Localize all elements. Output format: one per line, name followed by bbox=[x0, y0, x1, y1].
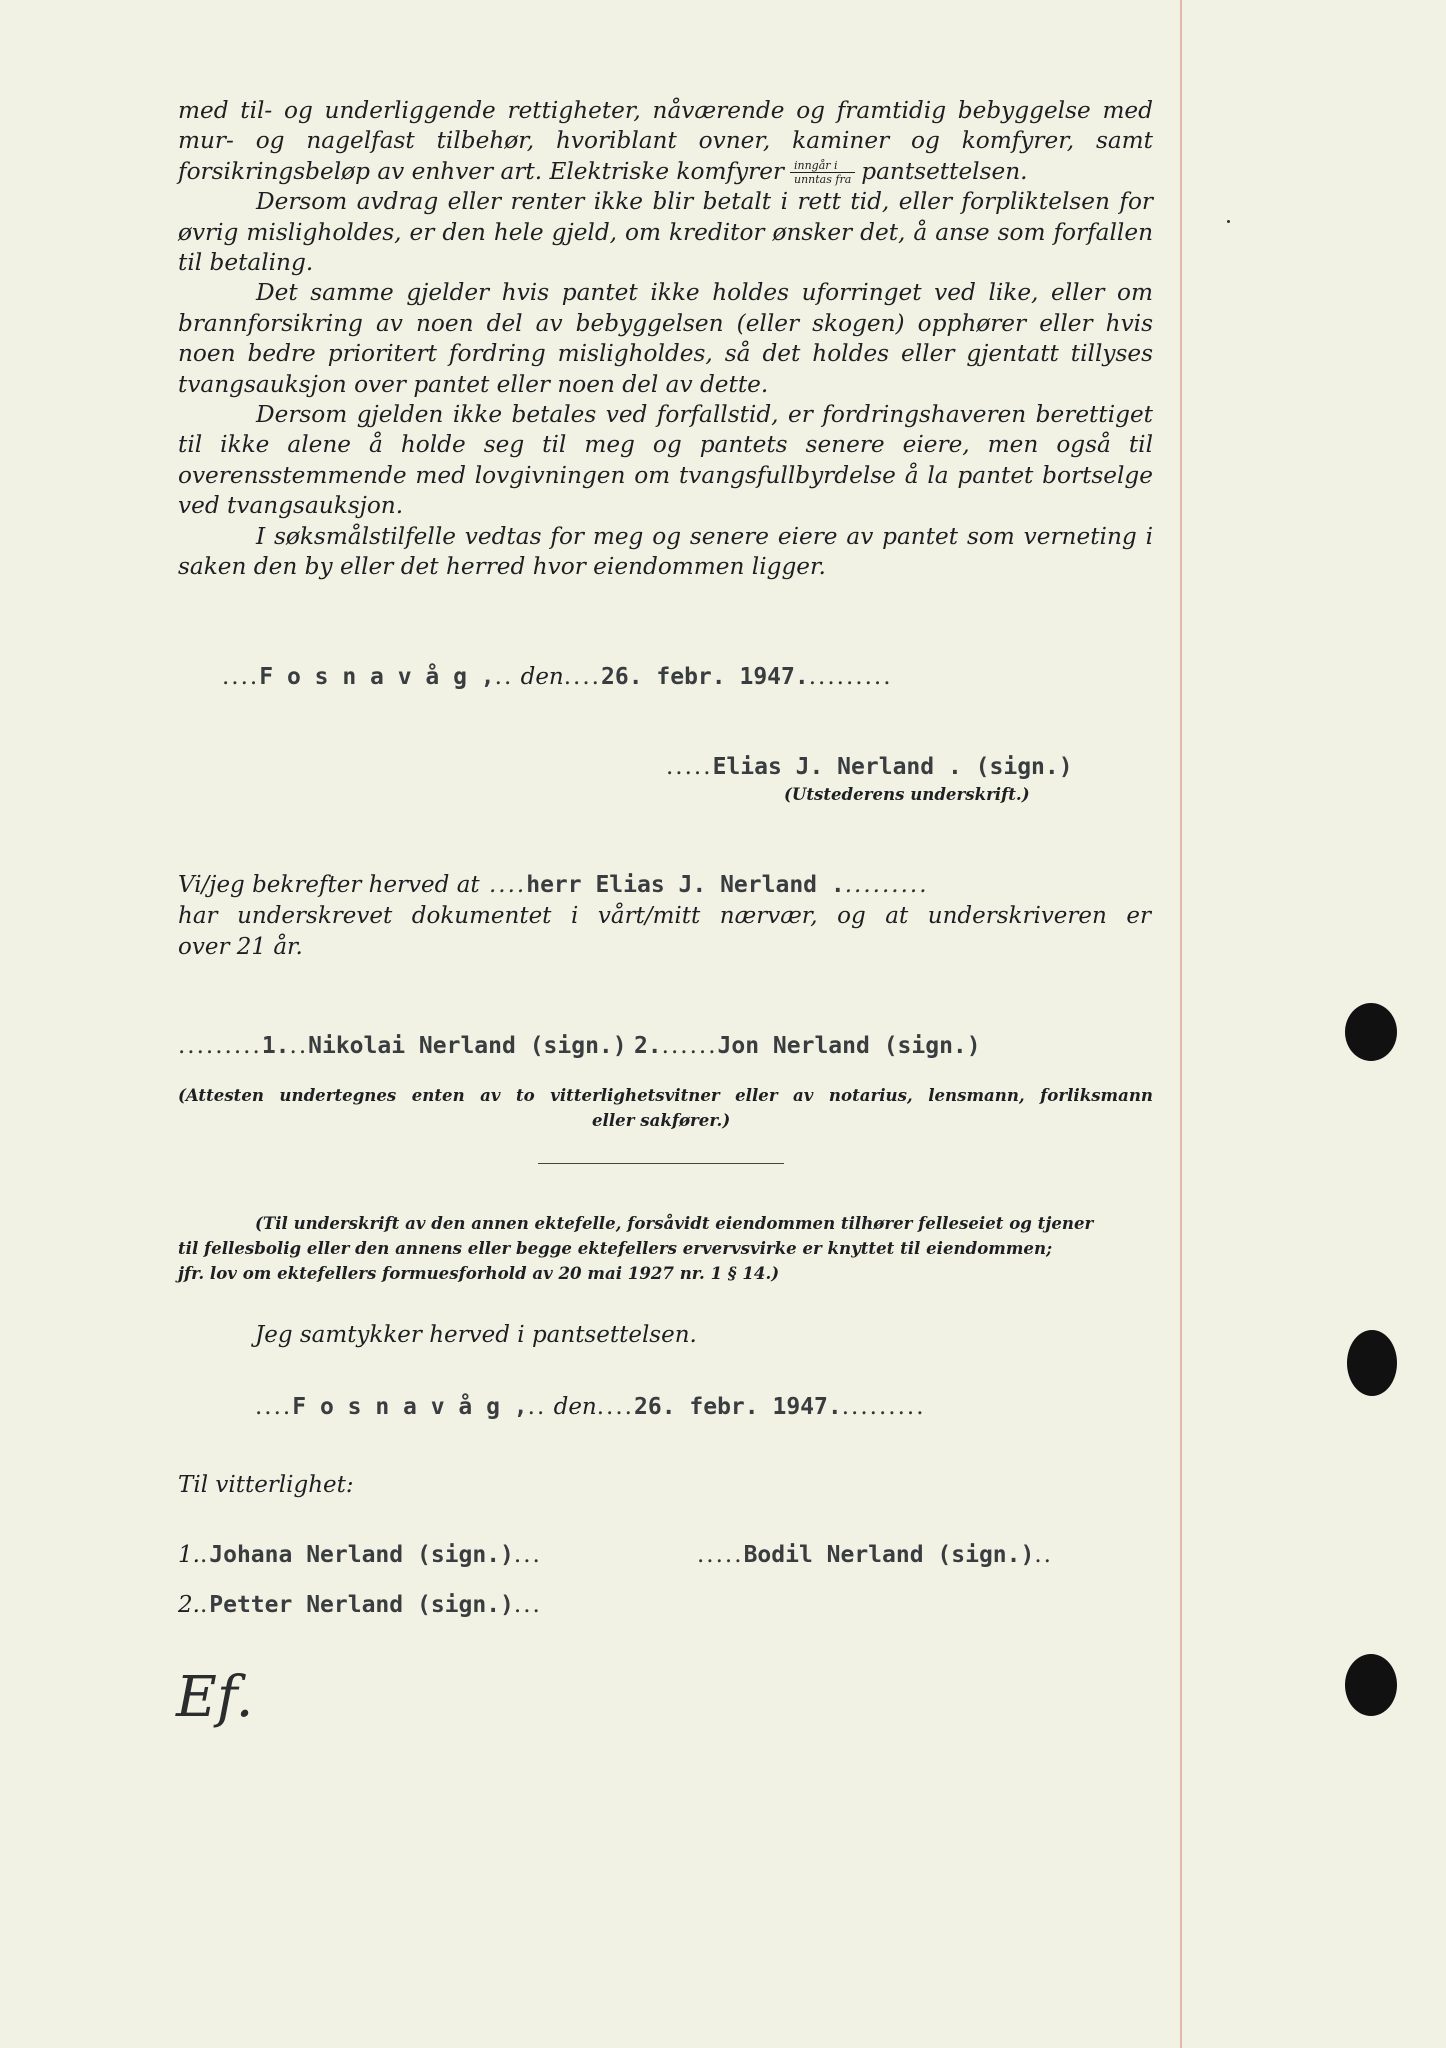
witness-1-signature: Nikolai Nerland (sign.) bbox=[308, 1033, 627, 1059]
pledge-terms-text bbox=[178, 96, 1153, 583]
place-date-line-1: ....F o s n a v å g ,.. den....26. febr. 1947.......... bbox=[222, 664, 893, 690]
place-name-2: F o s n a v å g , bbox=[292, 1394, 528, 1420]
punch-hole-middle bbox=[1345, 1003, 1397, 1061]
issuer-signature-caption: (Utstederens underskrift.) bbox=[784, 784, 1030, 804]
fraction-choice: $\frac{\text{inngår i}}{\text{unntas fra}}$ bbox=[790, 159, 855, 186]
paragraph-enforcement: Dersom gjelden ikke betales ved forfallstid, er fordringshaveren berettiget til ikke alene å holde seg til meg og pantets senere eiere, men også til overensstemmende med lovgivningen om tvangsfullbyrdelse å la pantet bortselge ved tvangsauksjon. bbox=[178, 401, 1153, 520]
issuer-signature-line: .....Elias J. Nerland . (sign.) bbox=[666, 754, 1073, 780]
confirm-line-3: over 21 år. bbox=[178, 934, 303, 960]
date-value-2: 26. febr. 1947. bbox=[634, 1394, 842, 1420]
confirmed-name: herr Elias J. Nerland . bbox=[526, 872, 845, 898]
paragraph-maintenance: Det samme gjelder hvis pantet ikke holdes uforringet ved like, eller om brannforsikring av noen del av bebyggelsen (eller skogen) opphører eller hvis noen bedre prioritert fordring misligholdes, så det holdes eller gjentatt tillyses tvangsauksjon over pantet eller noen del av dette. bbox=[178, 279, 1153, 398]
punch-hole-bottom bbox=[1345, 1654, 1397, 1716]
issuer-signature: Elias J. Nerland . (sign.) bbox=[712, 754, 1073, 780]
confirm-line-2: har underskrevet dokumentet i vårt/mitt nærvær, og at underskriveren er bbox=[178, 903, 1151, 929]
paragraph-property-rights: med til- og underliggende rettigheter, nåværende og framtidig bebyggelse med mur- og nagelfast tilbehør, hvoriblant ovner, kaminer og komfyrer, samt forsikringsbeløp av enhver art. Elektriske komfyrer $\frac{\text{inngår i}}{\text{unntas fra}}$ pantsettelsen. bbox=[178, 97, 1153, 187]
punch-hole-top bbox=[1347, 1330, 1397, 1396]
date-value: 26. febr. 1947. bbox=[601, 664, 809, 690]
spouse-note-line-1: (Til underskrift av den annen ektefelle, forsåvidt eiendommen tilhører felleseiet og tjener bbox=[255, 1213, 1094, 1233]
witness-row-1: 1..Johana Nerland (sign.)... bbox=[178, 1542, 542, 1568]
confirm-line-1: Vi/jeg bekrefter herved at ....herr Elias J. Nerland .......... bbox=[178, 872, 929, 898]
witness-johana-signature: Johana Nerland (sign.) bbox=[209, 1542, 514, 1568]
handwritten-initials: Ef. bbox=[176, 1665, 254, 1730]
witness-petter-signature: Petter Nerland (sign.) bbox=[209, 1592, 514, 1618]
paragraph-default: Dersom avdrag eller renter ikke blir betalt i rett tid, eller forpliktelsen for øvrig misligholdes, er den hele gjeld, om kreditor ønsker det, å anse som forfallen til betaling. bbox=[178, 188, 1153, 277]
witness-row-2: 2..Petter Nerland (sign.)... bbox=[178, 1592, 542, 1618]
witness-2-signature: Jon Nerland (sign.) bbox=[717, 1033, 981, 1059]
spouse-note-line-3: jfr. lov om ektefellers formuesforhold av 20 mai 1927 nr. 1 § 14.) bbox=[178, 1263, 780, 1283]
spouse-note-line-2: til fellesbolig eller den annens eller begge ektefellers ervervsvirke er knyttet til eiendommen; bbox=[178, 1238, 1053, 1258]
speck-mark bbox=[1227, 220, 1230, 223]
section-divider bbox=[538, 1163, 784, 1164]
place-name: F o s n a v å g , bbox=[259, 664, 495, 690]
witness-heading: Til vitterlighet: bbox=[178, 1472, 354, 1498]
attestation-note-line-2: eller sakfører.) bbox=[592, 1110, 731, 1130]
margin-rule bbox=[1180, 0, 1182, 2048]
witness-bodil-signature: Bodil Nerland (sign.) bbox=[743, 1542, 1035, 1568]
place-date-line-2: ....F o s n a v å g ,.. den....26. febr. 1947.......... bbox=[255, 1394, 926, 1420]
attestation-note-line-1: (Attesten undertegnes enten av to vitterlighetsvitner eller av notarius, lensmann, forliksmann bbox=[178, 1085, 1153, 1105]
witness-signatures-line: .........1...Nikolai Nerland (sign.) 2.......Jon Nerland (sign.) bbox=[178, 1033, 981, 1059]
paragraph-venue: I søksmålstilfelle vedtas for meg og senere eiere av pantet som verneting i saken den by eller det herred hvor eiendommen ligger. bbox=[178, 522, 1153, 581]
spouse-consent: Jeg samtykker herved i pantsettelsen. bbox=[255, 1322, 697, 1348]
witness-row-1b: .....Bodil Nerland (sign.).. bbox=[697, 1542, 1053, 1568]
